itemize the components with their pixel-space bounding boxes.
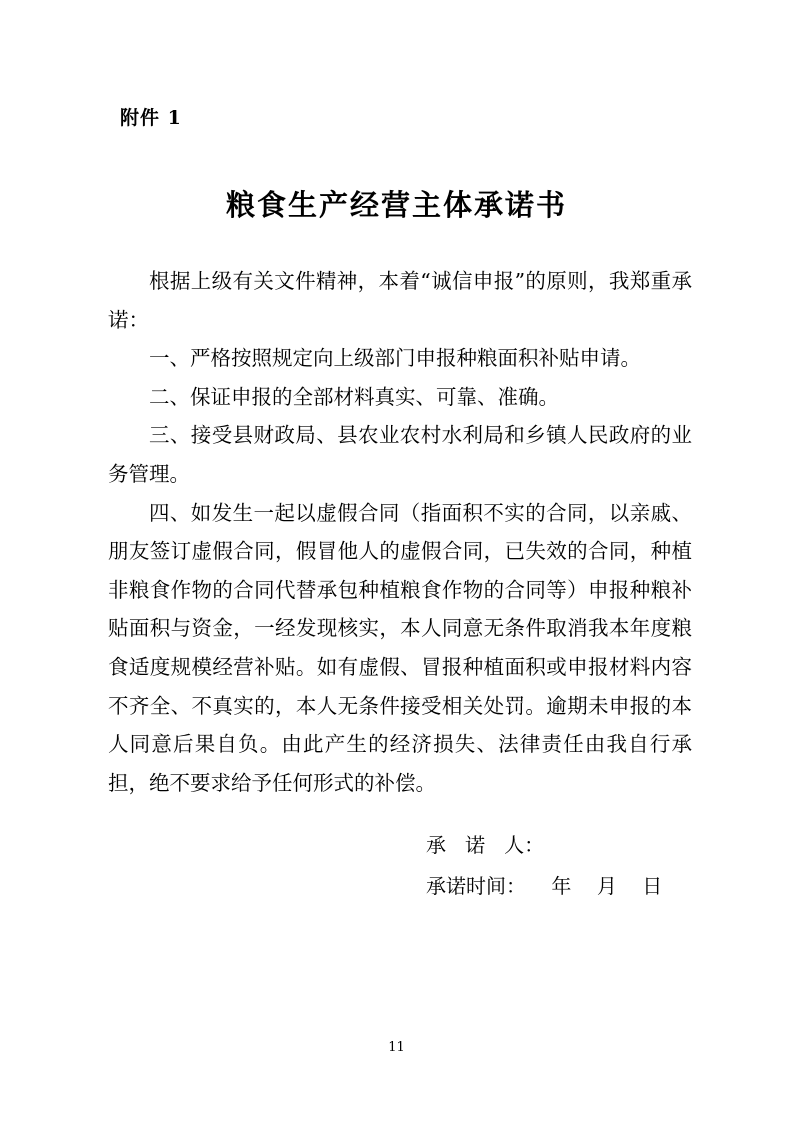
- document-body: [108, 262, 692, 802]
- attachment-label: 附件 1: [120, 107, 182, 129]
- paragraph-item-3: 三、接受县财政局、县农业农村水利局和乡镇人民政府的业务管理。: [108, 423, 692, 486]
- paragraph-intro: 根据上级有关文件精神，本着“诚信申报”的原则，我郑重承诺：: [108, 269, 692, 332]
- page-number: 11: [388, 1040, 405, 1055]
- signature-person-label: 承 诺 人：: [426, 833, 545, 857]
- signature-date-label: 承诺时间： 年 月 日: [426, 874, 663, 898]
- document-title: 粮食生产经营主体承诺书: [225, 188, 567, 222]
- paragraph-item-4: 四、如发生一起以虚假合同（指面积不实的合同，以亲戚、朋友签订虚假合同，假冒他人的虚假合同，已失效的合同，种植非粮食作物的合同代替承包种植粮食作物的合同等）申报种粮补贴面积与资金，一经发现核实，本人同意无条件取消我本年度粮食适度规模经营补贴。如有虚假、冒报种植面积或申报材料内容不齐全、不真实的，本人无条件接受相关处罚。逾期未申报的本人同意后果自负。由此产生的经济损失、法律责任由我自行承担，绝不要求给予任何形式的补偿。: [108, 500, 692, 795]
- paragraph-item-1: 一、严格按照规定向上级部门申报种粮面积补贴申请。: [149, 346, 641, 371]
- paragraph-item-2: 二、保证申报的全部材料真实、可靠、准确。: [149, 384, 559, 409]
